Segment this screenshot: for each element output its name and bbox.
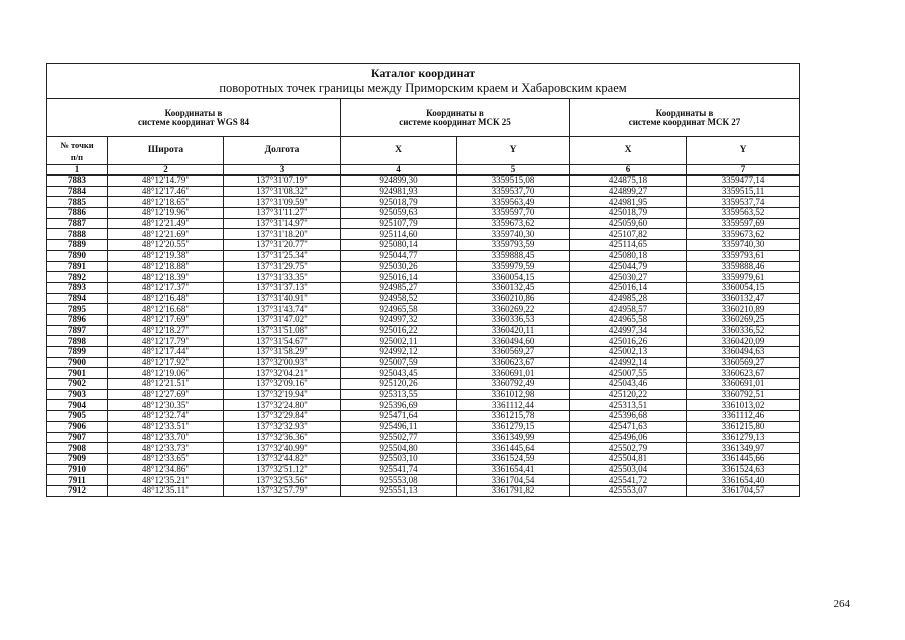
- x-msk25-cell: 925504,80: [341, 443, 457, 454]
- y-msk27-cell: 3360569,27: [687, 357, 800, 368]
- table-row: [47, 421, 800, 432]
- latitude-cell: 48°12'17.37": [108, 282, 224, 293]
- table-row: [47, 400, 800, 411]
- x-msk25-cell: 925016,14: [341, 272, 457, 283]
- table-row: [47, 464, 800, 475]
- group-header-msk25: Координаты в системе координат МСК 25: [341, 99, 570, 137]
- longitude-cell: 137°31'29.75": [224, 261, 341, 272]
- longitude-cell: 137°31'08.32": [224, 186, 341, 197]
- x-msk27-cell: 425496,06: [570, 432, 687, 443]
- longitude-cell: 137°31'25.34": [224, 250, 341, 261]
- latitude-cell: 48°12'19.96": [108, 208, 224, 219]
- table-row: [47, 282, 800, 293]
- x-msk27-cell: 425313,51: [570, 400, 687, 411]
- latitude-cell: 48°12'17.44": [108, 347, 224, 358]
- x-msk27-cell: 424965,58: [570, 314, 687, 325]
- x-msk25-cell: 925080,14: [341, 240, 457, 251]
- catalog-title-cell: [47, 64, 800, 99]
- latitude-cell: 48°12'32.74": [108, 411, 224, 422]
- x-msk27-cell: 425107,82: [570, 229, 687, 240]
- point-number-cell: 7893: [47, 282, 108, 293]
- x-msk25-cell: 925541,74: [341, 464, 457, 475]
- table-row: [47, 379, 800, 390]
- y-msk27-cell: 3359563,52: [687, 208, 800, 219]
- longitude-cell: 137°31'43.74": [224, 304, 341, 315]
- x-msk25-cell: 924965,58: [341, 304, 457, 315]
- latitude-cell: 48°12'19.06": [108, 368, 224, 379]
- x-msk27-cell: 424875,18: [570, 175, 687, 186]
- point-number-cell: 7898: [47, 336, 108, 347]
- point-number-cell: 7907: [47, 432, 108, 443]
- latitude-cell: 48°12'16.48": [108, 293, 224, 304]
- longitude-cell: 137°32'04.21": [224, 368, 341, 379]
- longitude-cell: 137°32'53.56": [224, 475, 341, 486]
- y-msk27-cell: 3360420,09: [687, 336, 800, 347]
- point-number-cell: 7906: [47, 421, 108, 432]
- point-number-cell: 7908: [47, 443, 108, 454]
- column-number: 7: [687, 165, 800, 176]
- x-msk27-cell: 425114,65: [570, 240, 687, 251]
- point-number-cell: 7900: [47, 357, 108, 368]
- y-msk25-cell: 3360792,49: [457, 379, 570, 390]
- x-msk25-cell: 925018,79: [341, 197, 457, 208]
- table-row: [47, 197, 800, 208]
- point-number-cell: 7901: [47, 368, 108, 379]
- point-number-cell: 7894: [47, 293, 108, 304]
- x-msk27-cell: 425030,27: [570, 272, 687, 283]
- column-header-x-msk27: X: [570, 137, 687, 165]
- latitude-cell: 48°12'21.49": [108, 218, 224, 229]
- x-msk27-cell: 425080,18: [570, 250, 687, 261]
- table-row: [47, 175, 800, 186]
- x-msk25-cell: 925496,11: [341, 421, 457, 432]
- table-row: [47, 336, 800, 347]
- latitude-cell: 48°12'33.51": [108, 421, 224, 432]
- x-msk27-cell: 425503,04: [570, 464, 687, 475]
- point-number-cell: 7889: [47, 240, 108, 251]
- latitude-cell: 48°12'19.38": [108, 250, 224, 261]
- y-msk25-cell: 3360336,53: [457, 314, 570, 325]
- longitude-cell: 137°31'37.13": [224, 282, 341, 293]
- x-msk25-cell: 925471,64: [341, 411, 457, 422]
- latitude-cell: 48°12'14.79": [108, 175, 224, 186]
- table-row: [47, 347, 800, 358]
- table-row: [47, 229, 800, 240]
- longitude-cell: 137°32'19.94": [224, 389, 341, 400]
- y-msk27-cell: 3359597,69: [687, 218, 800, 229]
- point-number-cell: 7910: [47, 464, 108, 475]
- table-row: [47, 261, 800, 272]
- column-number: 2: [108, 165, 224, 176]
- x-msk25-cell: 924981,93: [341, 186, 457, 197]
- table-row: [47, 357, 800, 368]
- y-msk27-cell: 3359793,61: [687, 250, 800, 261]
- x-msk25-cell: 924992,12: [341, 347, 457, 358]
- column-number: 6: [570, 165, 687, 176]
- x-msk27-cell: 425044,79: [570, 261, 687, 272]
- x-msk25-cell: 925396,69: [341, 400, 457, 411]
- longitude-cell: 137°32'36.36": [224, 432, 341, 443]
- y-msk25-cell: 3360210,86: [457, 293, 570, 304]
- y-msk25-cell: 3360132,45: [457, 282, 570, 293]
- column-header-y-msk27: Y: [687, 137, 800, 165]
- y-msk27-cell: 3361215,80: [687, 421, 800, 432]
- latitude-cell: 48°12'17.69": [108, 314, 224, 325]
- catalog-subtitle: поворотных точек границы между Приморским краем и Хабаровским краем: [219, 81, 627, 95]
- y-msk25-cell: 3359793,59: [457, 240, 570, 251]
- x-msk25-cell: 925107,79: [341, 218, 457, 229]
- table-row: [47, 218, 800, 229]
- coordinates-catalog-table: [46, 63, 800, 497]
- point-number-cell: 7885: [47, 197, 108, 208]
- point-number-cell: 7895: [47, 304, 108, 315]
- column-number: 5: [457, 165, 570, 176]
- point-number-cell: 7905: [47, 411, 108, 422]
- x-msk25-cell: 925043,45: [341, 368, 457, 379]
- point-number-cell: 7887: [47, 218, 108, 229]
- y-msk25-cell: 3360569,27: [457, 347, 570, 358]
- y-msk25-cell: 3360269,22: [457, 304, 570, 315]
- table-row: [47, 411, 800, 422]
- longitude-cell: 137°31'58.29": [224, 347, 341, 358]
- point-number-cell: 7890: [47, 250, 108, 261]
- y-msk25-cell: 3361654,41: [457, 464, 570, 475]
- table-row: [47, 186, 800, 197]
- y-msk25-cell: 3361791,82: [457, 485, 570, 496]
- x-msk27-cell: 424997,34: [570, 325, 687, 336]
- y-msk25-cell: 3361012,98: [457, 389, 570, 400]
- y-msk25-cell: 3359515,08: [457, 175, 570, 186]
- latitude-cell: 48°12'18.65": [108, 197, 224, 208]
- table-row: [47, 293, 800, 304]
- y-msk25-cell: 3359740,30: [457, 229, 570, 240]
- x-msk27-cell: 424985,28: [570, 293, 687, 304]
- table-row: [47, 208, 800, 219]
- y-msk27-cell: 3359740,30: [687, 240, 800, 251]
- longitude-cell: 137°31'33.35": [224, 272, 341, 283]
- y-msk27-cell: 3361654,40: [687, 475, 800, 486]
- table-row: [47, 432, 800, 443]
- y-msk27-cell: 3361112,46: [687, 411, 800, 422]
- longitude-cell: 137°32'57.79": [224, 485, 341, 496]
- y-msk25-cell: 3360691,01: [457, 368, 570, 379]
- latitude-cell: 48°12'35.11": [108, 485, 224, 496]
- longitude-cell: 137°31'14.97": [224, 218, 341, 229]
- longitude-cell: 137°31'11.27": [224, 208, 341, 219]
- point-number-cell: 7903: [47, 389, 108, 400]
- point-number-cell: 7909: [47, 453, 108, 464]
- y-msk25-cell: 3361112,44: [457, 400, 570, 411]
- y-msk25-cell: 3361445,64: [457, 443, 570, 454]
- latitude-cell: 48°12'21.51": [108, 379, 224, 390]
- longitude-cell: 137°31'40.91": [224, 293, 341, 304]
- x-msk25-cell: 924997,32: [341, 314, 457, 325]
- latitude-cell: 48°12'16.68": [108, 304, 224, 315]
- x-msk25-cell: 925120,26: [341, 379, 457, 390]
- x-msk27-cell: 425016,26: [570, 336, 687, 347]
- x-msk27-cell: 425120,22: [570, 389, 687, 400]
- latitude-cell: 48°12'35.21": [108, 475, 224, 486]
- group-header-msk27: Координаты в системе координат МСК 27: [570, 99, 800, 137]
- latitude-cell: 48°12'33.65": [108, 453, 224, 464]
- latitude-cell: 48°12'27.69": [108, 389, 224, 400]
- x-msk27-cell: 425504,81: [570, 453, 687, 464]
- longitude-cell: 137°32'29.84": [224, 411, 341, 422]
- y-msk27-cell: 3359477,14: [687, 175, 800, 186]
- y-msk27-cell: 3360054,15: [687, 282, 800, 293]
- x-msk25-cell: 925016,22: [341, 325, 457, 336]
- column-number: 4: [341, 165, 457, 176]
- x-msk27-cell: 425018,79: [570, 208, 687, 219]
- x-msk25-cell: 925503,10: [341, 453, 457, 464]
- y-msk25-cell: 3360420,11: [457, 325, 570, 336]
- y-msk27-cell: 3359673,62: [687, 229, 800, 240]
- point-number-cell: 7888: [47, 229, 108, 240]
- point-number-cell: 7897: [47, 325, 108, 336]
- x-msk27-cell: 424958,57: [570, 304, 687, 315]
- catalog-title: Каталог координат: [370, 66, 476, 80]
- column-header-latitude: Широта: [108, 137, 224, 165]
- y-msk27-cell: 3361013,02: [687, 400, 800, 411]
- y-msk27-cell: 3359888,46: [687, 261, 800, 272]
- y-msk25-cell: 3361704,54: [457, 475, 570, 486]
- y-msk25-cell: 3360494,60: [457, 336, 570, 347]
- table-row: [47, 475, 800, 486]
- table-row: [47, 443, 800, 454]
- latitude-cell: 48°12'33.70": [108, 432, 224, 443]
- table-row: [47, 453, 800, 464]
- y-msk25-cell: 3359888,45: [457, 250, 570, 261]
- y-msk25-cell: 3360054,15: [457, 272, 570, 283]
- x-msk25-cell: 925551,13: [341, 485, 457, 496]
- table-row: [47, 272, 800, 283]
- x-msk25-cell: 925030,26: [341, 261, 457, 272]
- x-msk27-cell: 425502,79: [570, 443, 687, 454]
- y-msk27-cell: 3361704,57: [687, 485, 800, 496]
- x-msk25-cell: 925002,11: [341, 336, 457, 347]
- y-msk25-cell: 3361215,78: [457, 411, 570, 422]
- x-msk27-cell: 425043,46: [570, 379, 687, 390]
- longitude-cell: 137°31'20.77": [224, 240, 341, 251]
- x-msk27-cell: 425553,07: [570, 485, 687, 496]
- x-msk27-cell: 424992,14: [570, 357, 687, 368]
- point-number-cell: 7892: [47, 272, 108, 283]
- group-header-wgs84: Координаты в системе координат WGS 84: [47, 99, 341, 137]
- latitude-cell: 48°12'17.92": [108, 357, 224, 368]
- latitude-cell: 48°12'33.73": [108, 443, 224, 454]
- x-msk27-cell: 425541,72: [570, 475, 687, 486]
- column-header-y-msk25: Y: [457, 137, 570, 165]
- x-msk25-cell: 925044,77: [341, 250, 457, 261]
- x-msk27-cell: 425471,63: [570, 421, 687, 432]
- x-msk25-cell: 925007,59: [341, 357, 457, 368]
- latitude-cell: 48°12'20.55": [108, 240, 224, 251]
- longitude-cell: 137°31'54.67": [224, 336, 341, 347]
- x-msk25-cell: 924985,27: [341, 282, 457, 293]
- y-msk27-cell: 3360494,63: [687, 347, 800, 358]
- longitude-cell: 137°32'24.80": [224, 400, 341, 411]
- x-msk27-cell: 425007,55: [570, 368, 687, 379]
- longitude-cell: 137°32'00.93": [224, 357, 341, 368]
- y-msk25-cell: 3361349,99: [457, 432, 570, 443]
- point-number-cell: 7899: [47, 347, 108, 358]
- table-row: [47, 314, 800, 325]
- latitude-cell: 48°12'34.86": [108, 464, 224, 475]
- longitude-cell: 137°31'09.59": [224, 197, 341, 208]
- y-msk27-cell: 3359979,61: [687, 272, 800, 283]
- y-msk27-cell: 3360132,47: [687, 293, 800, 304]
- point-number-cell: 7891: [47, 261, 108, 272]
- latitude-cell: 48°12'17.46": [108, 186, 224, 197]
- point-number-cell: 7883: [47, 175, 108, 186]
- point-number-cell: 7902: [47, 379, 108, 390]
- y-msk25-cell: 3361279,15: [457, 421, 570, 432]
- latitude-cell: 48°12'17.79": [108, 336, 224, 347]
- x-msk27-cell: 424899,27: [570, 186, 687, 197]
- column-number-row: [47, 165, 800, 176]
- column-number: 1: [47, 165, 108, 176]
- y-msk25-cell: 3359979,59: [457, 261, 570, 272]
- x-msk25-cell: 925502,77: [341, 432, 457, 443]
- latitude-cell: 48°12'21.69": [108, 229, 224, 240]
- table-row: [47, 389, 800, 400]
- latitude-cell: 48°12'18.88": [108, 261, 224, 272]
- x-msk25-cell: 925313,55: [341, 389, 457, 400]
- table-row: [47, 485, 800, 496]
- longitude-cell: 137°32'09.16": [224, 379, 341, 390]
- y-msk25-cell: 3359537,70: [457, 186, 570, 197]
- page-number: 264: [833, 598, 850, 610]
- y-msk27-cell: 3361524,63: [687, 464, 800, 475]
- y-msk27-cell: 3359537,74: [687, 197, 800, 208]
- x-msk25-cell: 925114,60: [341, 229, 457, 240]
- y-msk27-cell: 3360210,89: [687, 304, 800, 315]
- x-msk25-cell: 925059,63: [341, 208, 457, 219]
- point-number-cell: 7886: [47, 208, 108, 219]
- column-header-point-number: № точки п/п: [47, 137, 108, 165]
- y-msk27-cell: 3360336,52: [687, 325, 800, 336]
- table-row: [47, 325, 800, 336]
- column-header-longitude: Долгота: [224, 137, 341, 165]
- longitude-cell: 137°31'47.02": [224, 314, 341, 325]
- latitude-cell: 48°12'18.39": [108, 272, 224, 283]
- x-msk27-cell: 425002,13: [570, 347, 687, 358]
- point-number-cell: 7884: [47, 186, 108, 197]
- point-number-cell: 7911: [47, 475, 108, 486]
- y-msk25-cell: 3361524,59: [457, 453, 570, 464]
- y-msk25-cell: 3359597,70: [457, 208, 570, 219]
- longitude-cell: 137°32'40.99": [224, 443, 341, 454]
- point-number-cell: 7912: [47, 485, 108, 496]
- y-msk27-cell: 3360623,67: [687, 368, 800, 379]
- y-msk27-cell: 3360792,51: [687, 389, 800, 400]
- x-msk25-cell: 924899,30: [341, 175, 457, 186]
- coordinates-table-body: [47, 175, 800, 496]
- point-number-cell: 7896: [47, 314, 108, 325]
- y-msk27-cell: 3360269,25: [687, 314, 800, 325]
- x-msk27-cell: 425059,60: [570, 218, 687, 229]
- column-number: 3: [224, 165, 341, 176]
- longitude-cell: 137°31'18.20": [224, 229, 341, 240]
- y-msk27-cell: 3361279,13: [687, 432, 800, 443]
- y-msk27-cell: 3361349,97: [687, 443, 800, 454]
- longitude-cell: 137°32'44.82": [224, 453, 341, 464]
- y-msk25-cell: 3360623,67: [457, 357, 570, 368]
- x-msk25-cell: 924958,52: [341, 293, 457, 304]
- table-row: [47, 368, 800, 379]
- y-msk27-cell: 3360691,01: [687, 379, 800, 390]
- y-msk27-cell: 3361445,66: [687, 453, 800, 464]
- longitude-cell: 137°32'51.12": [224, 464, 341, 475]
- point-number-cell: 7904: [47, 400, 108, 411]
- latitude-cell: 48°12'18.27": [108, 325, 224, 336]
- table-row: [47, 304, 800, 315]
- x-msk27-cell: 425396,68: [570, 411, 687, 422]
- table-row: [47, 250, 800, 261]
- latitude-cell: 48°12'30.35": [108, 400, 224, 411]
- longitude-cell: 137°31'07.19": [224, 175, 341, 186]
- longitude-cell: 137°31'51.08": [224, 325, 341, 336]
- longitude-cell: 137°32'32.93": [224, 421, 341, 432]
- x-msk27-cell: 425016,14: [570, 282, 687, 293]
- table-row: [47, 240, 800, 251]
- y-msk25-cell: 3359563,49: [457, 197, 570, 208]
- y-msk25-cell: 3359673,62: [457, 218, 570, 229]
- x-msk27-cell: 424981,95: [570, 197, 687, 208]
- x-msk25-cell: 925553,08: [341, 475, 457, 486]
- column-header-x-msk25: X: [341, 137, 457, 165]
- y-msk27-cell: 3359515,11: [687, 186, 800, 197]
